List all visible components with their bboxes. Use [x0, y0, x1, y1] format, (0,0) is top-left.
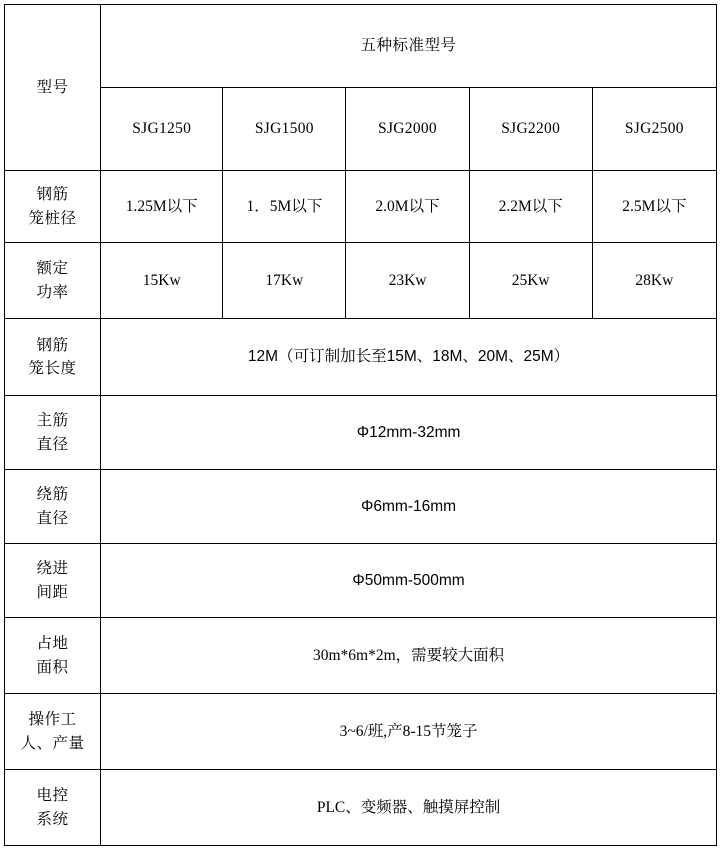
model-cell-4: SJG2200: [469, 88, 592, 171]
row-label-floor-area-line1: 占地: [36, 635, 69, 653]
row-label-rated-power-line2: 功率: [36, 283, 69, 301]
winding-pitch-value: Φ50mm-500mm: [101, 544, 717, 618]
row-label-floor-area-line2: 面积: [36, 658, 69, 676]
row-label-rated-power: [5, 243, 101, 319]
table-row-cage-length: [5, 319, 717, 396]
row-label-operators-output-line2: 人、产量: [20, 734, 85, 752]
cage-diameter-cell-1: 1.25M以下: [101, 171, 223, 243]
row-label-winding-bar-diameter-line1: 绕筋: [36, 486, 69, 504]
floor-area-value: 30m*6m*2m，需要较大面积: [101, 618, 717, 694]
row-label-winding-pitch: [5, 544, 101, 618]
row-label-main-bar-diameter: [5, 396, 101, 470]
row-label-control-system-line1: 电控: [36, 787, 69, 805]
table-row-main-bar-diameter: [5, 396, 717, 470]
row-label-operators-output: [5, 694, 101, 770]
rated-power-cell-5: 28Kw: [592, 243, 716, 319]
row-label-winding-bar-diameter-line2: 直径: [36, 509, 69, 527]
table-row-cage-diameter: [5, 171, 717, 243]
table-row-control-system: [5, 770, 717, 846]
table-row-operators-output: [5, 694, 717, 770]
main-bar-diameter-value: Φ12mm-32mm: [101, 396, 717, 470]
rated-power-cell-4: 25Kw: [469, 243, 592, 319]
model-cell-1: SJG1250: [101, 88, 223, 171]
row-label-main-bar-diameter-line1: 主筋: [36, 412, 69, 430]
table-row-winding-pitch: [5, 544, 717, 618]
cage-diameter-cell-5: 2.5M以下: [592, 171, 716, 243]
row-label-control-system: [5, 770, 101, 846]
row-label-cage-diameter-line2: 笼桩径: [28, 209, 77, 227]
rated-power-cell-3: 23Kw: [346, 243, 469, 319]
row-label-cage-length: [5, 319, 101, 396]
row-label-winding-pitch-line1: 绕进: [36, 560, 69, 578]
control-system-value: PLC、变频器、触摸屏控制: [101, 770, 717, 846]
row-label-winding-bar-diameter: [5, 470, 101, 544]
rated-power-cell-2: 17Kw: [223, 243, 346, 319]
model-cell-5: SJG2500: [592, 88, 716, 171]
cage-diameter-cell-3: 2.0M以下: [346, 171, 469, 243]
table-row-floor-area: [5, 618, 717, 694]
row-label-cage-length-line1: 钢筋: [36, 336, 69, 354]
cage-diameter-cell-2: 1．5M以下: [223, 171, 346, 243]
row-label-floor-area: [5, 618, 101, 694]
model-cell-2: SJG1500: [223, 88, 346, 171]
row-label-rated-power-line1: 额定: [36, 260, 69, 278]
row-label-control-system-line2: 系统: [36, 810, 69, 828]
row-label-cage-length-line2: 笼长度: [28, 360, 77, 377]
row-label-cage-diameter: [5, 171, 101, 243]
row-label-winding-pitch-line2: 间距: [36, 583, 69, 601]
row-label-main-bar-diameter-line2: 直径: [36, 435, 69, 453]
row-label-operators-output-line1: 操作工: [28, 711, 77, 729]
winding-bar-diameter-value: Φ6mm-16mm: [101, 470, 717, 544]
rated-power-cell-1: 15Kw: [101, 243, 223, 319]
cage-diameter-cell-4: 2.2M以下: [469, 171, 592, 243]
table-row-rated-power: [5, 243, 717, 319]
cage-length-value: 12M（可订制加长至15M、18M、20M、25M）: [101, 319, 717, 396]
row-label-model: 型号: [5, 5, 101, 171]
models-header: 五种标准型号: [101, 5, 717, 88]
specification-table: [4, 4, 717, 846]
table-row-models: [5, 88, 717, 171]
table-row-winding-bar-diameter: [5, 470, 717, 544]
model-cell-3: SJG2000: [346, 88, 469, 171]
row-label-cage-diameter-line1: 钢筋: [36, 186, 69, 204]
operators-output-value: 3~6/班,产8-15节笼子: [101, 694, 717, 770]
table-row-model-header: [5, 5, 717, 88]
